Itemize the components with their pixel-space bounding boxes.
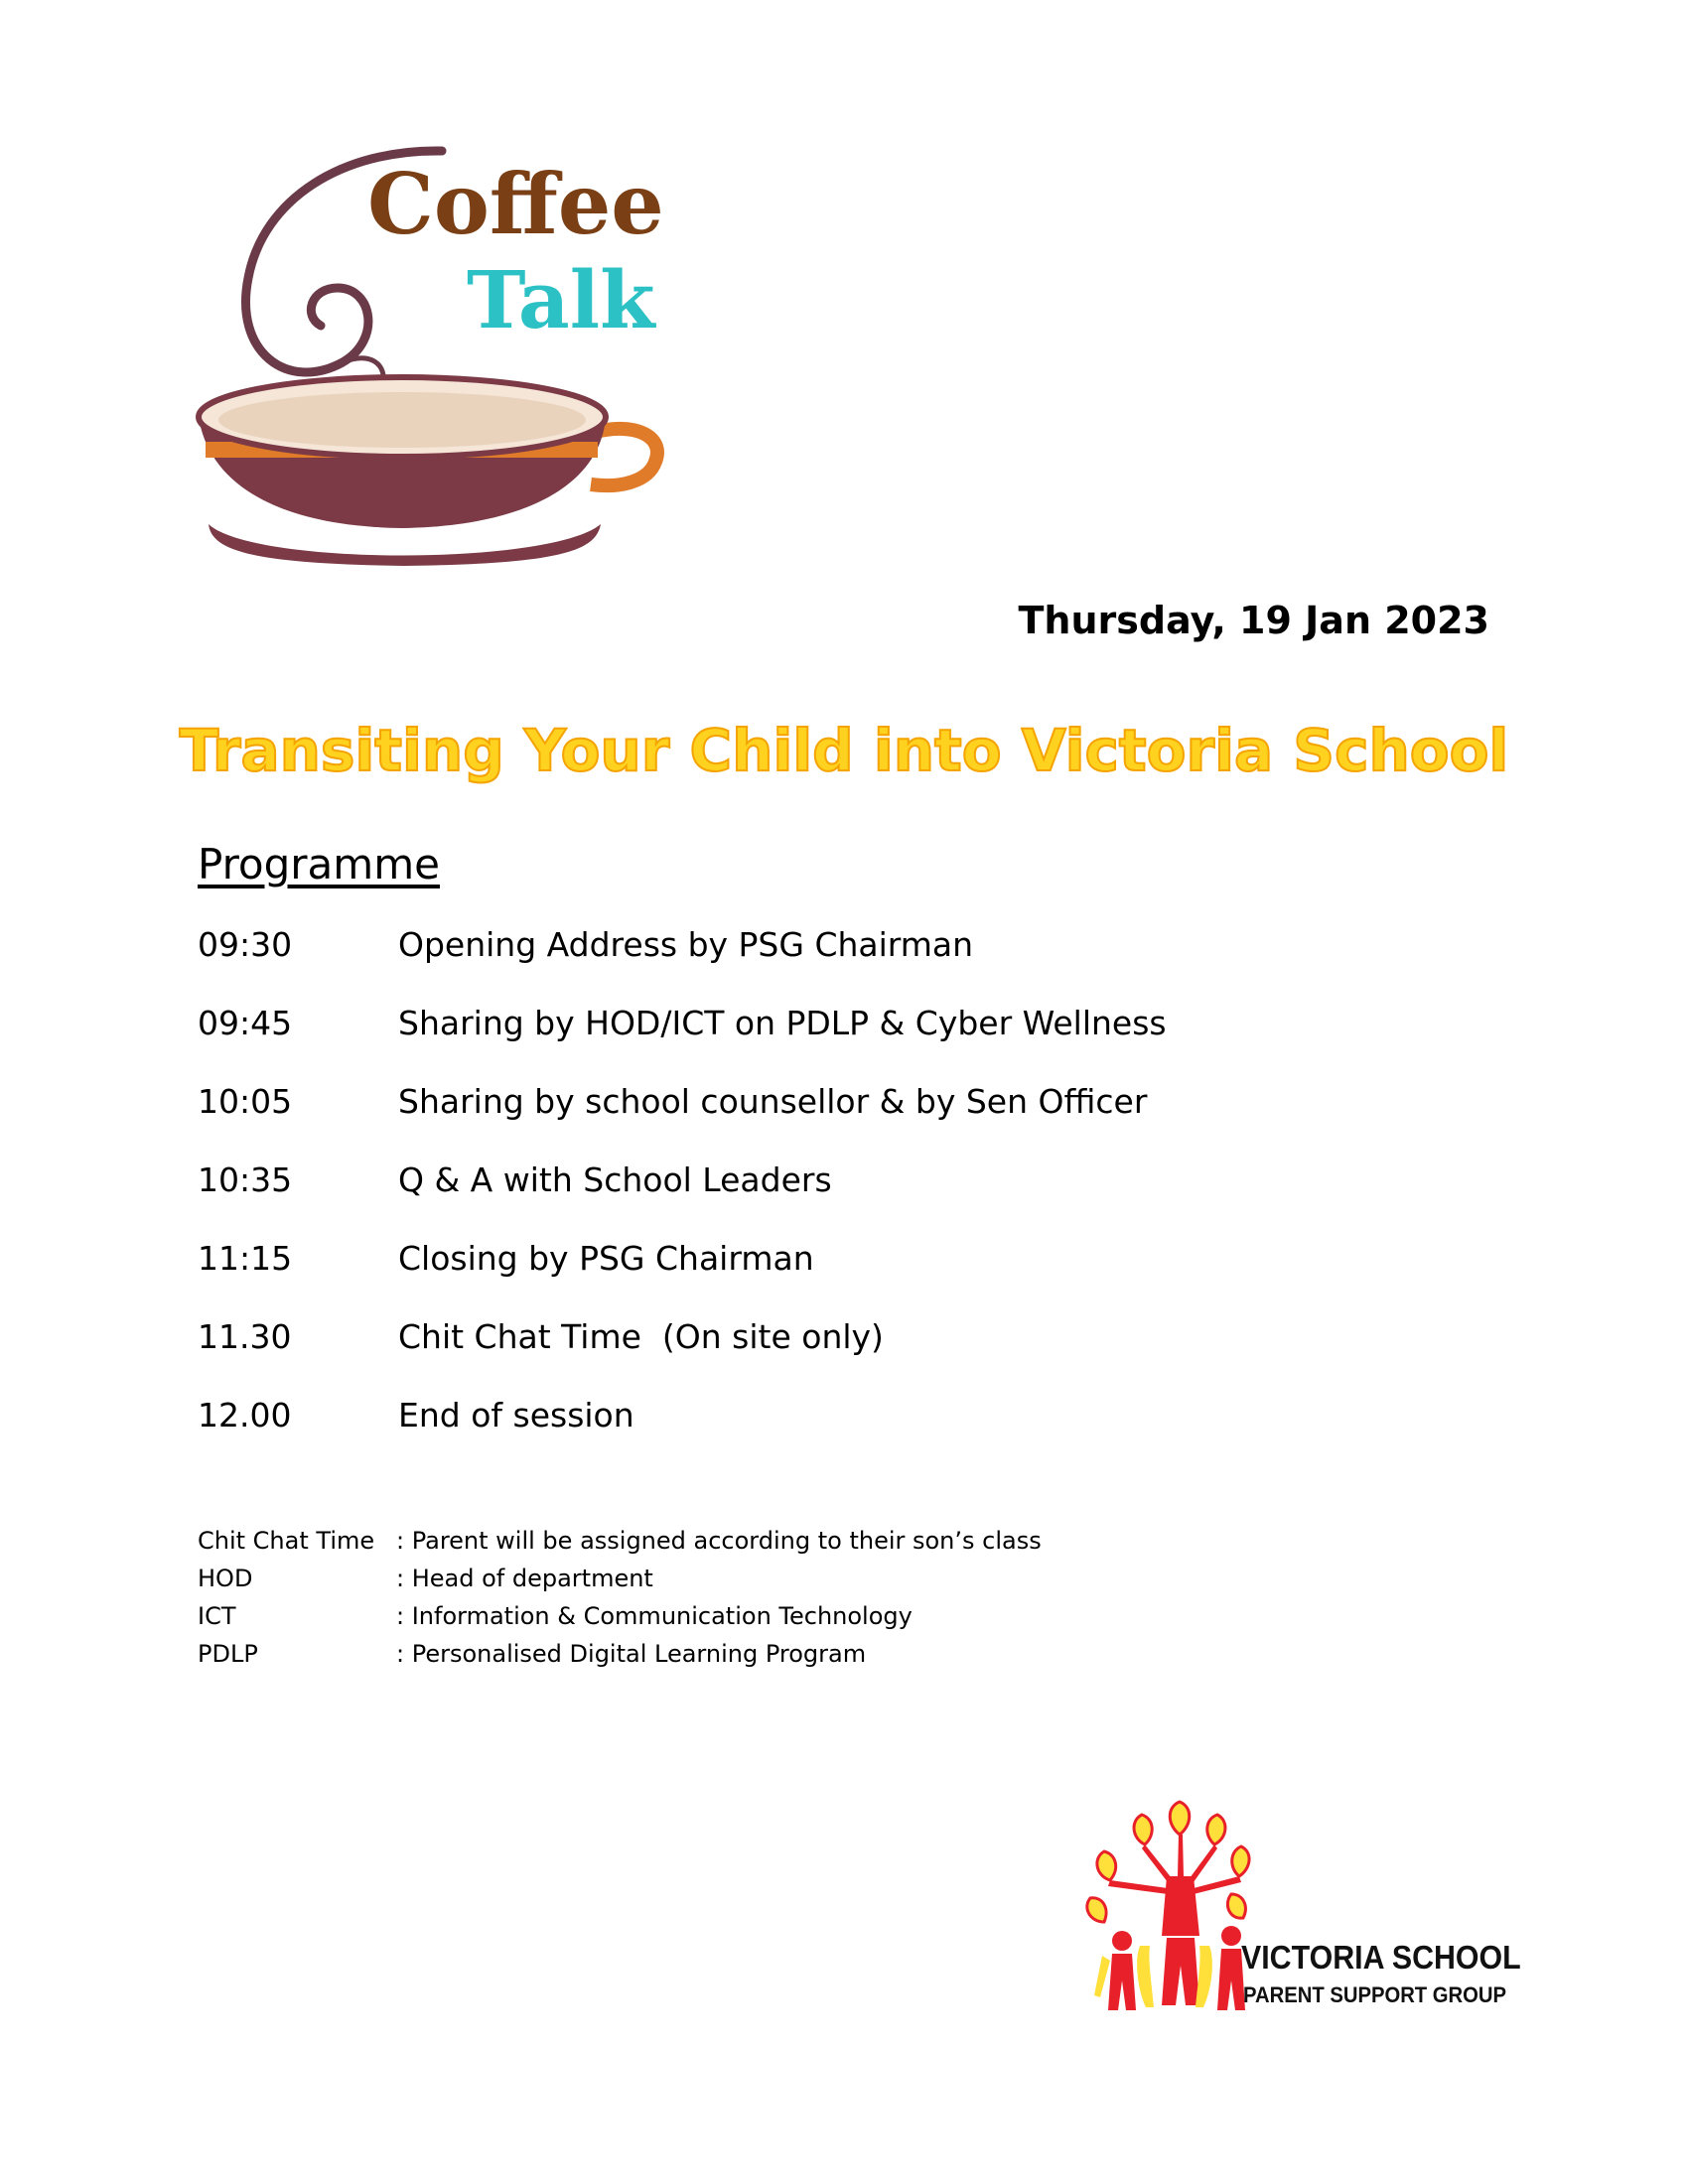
psg-logo-name: VICTORIA SCHOOL bbox=[1241, 1939, 1521, 1976]
schedule-time: 12.00 bbox=[198, 1396, 292, 1434]
schedule-item: Opening Address by PSG Chairman bbox=[398, 925, 974, 964]
glossary-row bbox=[198, 1602, 1042, 1640]
schedule-row bbox=[198, 1396, 1167, 1474]
schedule-item: End of session bbox=[398, 1396, 634, 1434]
logo-word-talk: Talk bbox=[467, 253, 655, 346]
glossary-row bbox=[198, 1565, 1042, 1602]
page-title: Transiting Your Child into Victoria School bbox=[179, 717, 1509, 784]
glossary-definition: : Information & Communication Technology bbox=[396, 1602, 913, 1630]
schedule-row bbox=[198, 1082, 1167, 1160]
schedule-item: Sharing by school counsellor & by Sen Officer bbox=[398, 1082, 1148, 1121]
psg-logo bbox=[1082, 1797, 1529, 2025]
schedule-row bbox=[198, 1004, 1167, 1082]
logo-word-coffee: Coffee bbox=[367, 155, 664, 253]
event-date: Thursday, 19 Jan 2023 bbox=[1018, 599, 1489, 642]
coffee-talk-logo bbox=[194, 139, 750, 576]
schedule-time: 09:30 bbox=[198, 925, 293, 964]
glossary bbox=[198, 1527, 1042, 1678]
glossary-definition: : Personalised Digital Learning Program bbox=[396, 1640, 867, 1668]
schedule-row bbox=[198, 1317, 1167, 1396]
schedule-item: Sharing by HOD/ICT on PDLP & Cyber Wellness bbox=[398, 1004, 1167, 1042]
glossary-definition: : Head of department bbox=[396, 1565, 653, 1592]
schedule-time: 09:45 bbox=[198, 1004, 293, 1042]
glossary-row bbox=[198, 1527, 1042, 1565]
schedule-item: Q & A with School Leaders bbox=[398, 1160, 832, 1199]
glossary-term: ICT bbox=[198, 1602, 236, 1630]
schedule-item: Chit Chat Time (On site only) bbox=[398, 1317, 884, 1356]
schedule-row bbox=[198, 1239, 1167, 1317]
schedule-time: 10:35 bbox=[198, 1160, 293, 1199]
schedule-time: 11:15 bbox=[198, 1239, 293, 1278]
tree-family-icon bbox=[1082, 1797, 1251, 2025]
psg-logo-subtitle: PARENT SUPPORT GROUP bbox=[1243, 1982, 1507, 2007]
glossary-term: PDLP bbox=[198, 1640, 258, 1668]
schedule-time: 10:05 bbox=[198, 1082, 293, 1121]
schedule-row bbox=[198, 1160, 1167, 1239]
schedule-time: 11.30 bbox=[198, 1317, 292, 1356]
schedule-row bbox=[198, 925, 1167, 1004]
glossary-term: Chit Chat Time bbox=[198, 1527, 375, 1555]
coffee-cup-icon bbox=[199, 377, 657, 566]
glossary-term: HOD bbox=[198, 1565, 253, 1592]
glossary-definition: : Parent will be assigned according to their son’s class bbox=[396, 1527, 1042, 1555]
schedule-item: Closing by PSG Chairman bbox=[398, 1239, 814, 1278]
schedule-list bbox=[198, 925, 1167, 1474]
glossary-row bbox=[198, 1640, 1042, 1678]
programme-heading: Programme bbox=[198, 840, 440, 888]
